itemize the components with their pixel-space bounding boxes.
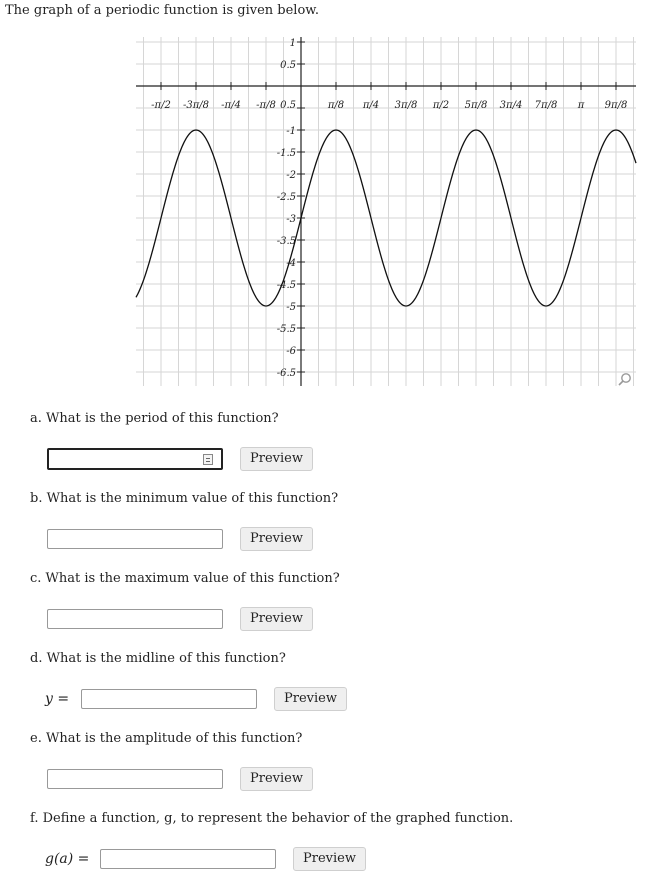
preview-button-a[interactable]: Preview <box>240 447 313 471</box>
y-tick-label: -4.5 <box>276 280 296 291</box>
amplitude-input[interactable] <box>47 769 223 789</box>
x-tick-label: π/8 <box>327 100 345 111</box>
y-tick-label: 0.5 <box>280 99 296 111</box>
y-tick-label: -4 <box>286 258 296 269</box>
y-tick-label: -6.5 <box>276 368 296 379</box>
question-e-text: e. What is the amplitude of this function? <box>30 731 303 746</box>
y-tick-label: -1 <box>286 126 296 137</box>
equation-editor-icon[interactable] <box>203 454 213 465</box>
question-f-text: f. Define a function, g, to represent the behavior of the graphed function. <box>30 811 514 826</box>
preview-button-c[interactable]: Preview <box>240 607 313 631</box>
question-b-text: b. What is the minimum value of this function? <box>30 491 339 506</box>
preview-button-f[interactable]: Preview <box>293 847 366 871</box>
minimum-input[interactable] <box>47 529 223 549</box>
y-tick-label: -2.5 <box>276 192 296 203</box>
x-tick-label: 3π/8 <box>394 100 418 111</box>
y-tick-label: 0.5 <box>280 60 296 71</box>
x-tick-label: -3π/8 <box>182 100 210 111</box>
question-c-text: c. What is the maximum value of this function? <box>30 571 340 586</box>
y-tick-label: 1 <box>289 38 296 49</box>
x-tick-label: -π/4 <box>221 100 241 111</box>
y-tick-label: -2 <box>286 170 296 181</box>
x-tick-label: 5π/8 <box>464 100 488 111</box>
preview-button-e[interactable]: Preview <box>240 767 313 791</box>
x-tick-label: -π/2 <box>151 100 171 111</box>
function-g-label: g(a) = <box>45 851 90 867</box>
x-tick-label: -π/8 <box>256 100 276 111</box>
y-tick-label: -5.5 <box>276 324 296 335</box>
question-d-text: d. What is the midline of this function? <box>30 651 286 666</box>
midline-label: y = <box>45 691 70 707</box>
graph-grid <box>136 37 636 386</box>
periodic-function-graph <box>0 0 649 400</box>
x-tick-label: π/4 <box>362 100 380 111</box>
period-input[interactable] <box>47 448 223 470</box>
x-tick-label: 3π/4 <box>499 100 523 111</box>
y-tick-label: -3 <box>286 214 296 225</box>
question-a-text: a. What is the period of this function? <box>30 411 279 426</box>
x-tick-label: π/2 <box>432 100 450 111</box>
x-tick-label: 9π/8 <box>604 100 628 111</box>
magnifier-icon[interactable] <box>619 374 630 385</box>
y-tick-label: -1.5 <box>276 148 296 159</box>
y-tick-label: -5 <box>286 302 296 313</box>
graph-axes <box>136 37 636 386</box>
x-tick-label: 7π/8 <box>534 100 558 111</box>
function-g-input[interactable] <box>100 849 276 869</box>
maximum-input[interactable] <box>47 609 223 629</box>
preview-button-b[interactable]: Preview <box>240 527 313 551</box>
y-tick-label: -3.5 <box>276 236 296 247</box>
midline-input[interactable] <box>81 689 257 709</box>
y-tick-label: -6 <box>286 346 296 357</box>
x-tick-label: π <box>577 100 585 111</box>
preview-button-d[interactable]: Preview <box>274 687 347 711</box>
intro-text: The graph of a periodic function is given below. <box>5 3 319 18</box>
